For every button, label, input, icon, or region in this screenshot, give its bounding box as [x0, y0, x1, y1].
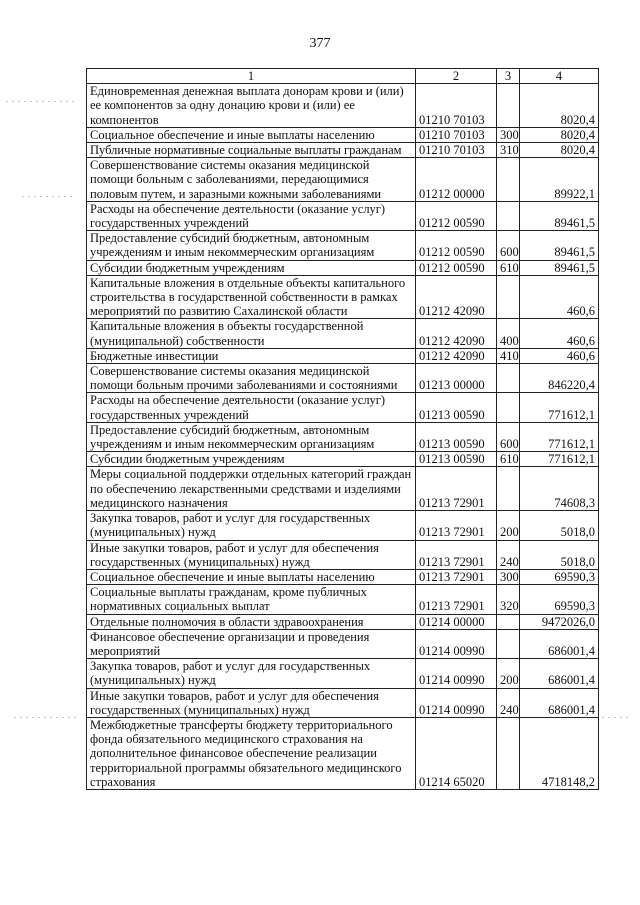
- row-name: Публичные нормативные социальные выплаты гражданам: [87, 143, 416, 158]
- row-name: Капитальные вложения в отдельные объекты капитального строительства в государственной собственности в рамках мероприятий по развитию Сахалинской области: [87, 275, 416, 319]
- row-type: 600: [497, 422, 520, 451]
- row-sum: 771612,1: [520, 452, 599, 467]
- row-name: Расходы на обеспечение деятельности (оказание услуг) государственных учреждений: [87, 393, 416, 422]
- row-sum: 5018,0: [520, 511, 599, 540]
- row-code: 01213 00590: [416, 422, 497, 451]
- row-code: 01212 00590: [416, 260, 497, 275]
- row-code: 01214 00000: [416, 614, 497, 629]
- scan-noise: [14, 717, 78, 718]
- table-row: [87, 201, 599, 230]
- table-row: [87, 348, 599, 363]
- row-sum: 89922,1: [520, 158, 599, 202]
- row-code: 01212 00000: [416, 158, 497, 202]
- table-row: [87, 540, 599, 569]
- row-type: 300: [497, 127, 520, 142]
- row-name: Закупка товаров, работ и услуг для государственных (муниципальных) нужд: [87, 659, 416, 688]
- budget-table: [86, 68, 599, 790]
- table-row: [87, 143, 599, 158]
- row-type: [497, 717, 520, 789]
- table-row: [87, 688, 599, 717]
- row-type: 610: [497, 260, 520, 275]
- row-code: 01213 72901: [416, 467, 497, 511]
- table-row: [87, 364, 599, 393]
- row-type: 310: [497, 143, 520, 158]
- scan-noise: [6, 101, 76, 102]
- table-row: [87, 629, 599, 658]
- row-type: [497, 614, 520, 629]
- row-name: Капитальные вложения в объекты государственной (муниципальной) собственности: [87, 319, 416, 348]
- column-header-code: 2: [416, 69, 497, 84]
- row-type: [497, 201, 520, 230]
- table-row: [87, 569, 599, 584]
- row-name: Расходы на обеспечение деятельности (оказание услуг) государственных учреждений: [87, 201, 416, 230]
- row-name: Меры социальной поддержки отдельных категорий граждан по обеспечению лекарственными средствами и изделиями медицинского назначения: [87, 467, 416, 511]
- row-type: 300: [497, 569, 520, 584]
- table-row: [87, 585, 599, 614]
- row-code: 01213 72901: [416, 569, 497, 584]
- row-sum: 846220,4: [520, 364, 599, 393]
- row-sum: 8020,4: [520, 84, 599, 128]
- row-sum: 69590,3: [520, 585, 599, 614]
- row-sum: 9472026,0: [520, 614, 599, 629]
- row-type: [497, 364, 520, 393]
- row-sum: 771612,1: [520, 422, 599, 451]
- row-code: 01212 00590: [416, 201, 497, 230]
- row-type: 400: [497, 319, 520, 348]
- row-name: Бюджетные инвестиции: [87, 348, 416, 363]
- row-code: 01210 70103: [416, 143, 497, 158]
- row-sum: 686001,4: [520, 659, 599, 688]
- row-code: 01210 70103: [416, 84, 497, 128]
- row-code: 01214 65020: [416, 717, 497, 789]
- row-code: 01213 00590: [416, 452, 497, 467]
- row-type: [497, 467, 520, 511]
- row-name: Иные закупки товаров, работ и услуг для обеспечения государственных (муниципальных) нужд: [87, 688, 416, 717]
- row-code: 01210 70103: [416, 127, 497, 142]
- table-row: [87, 127, 599, 142]
- row-sum: 4718148,2: [520, 717, 599, 789]
- row-sum: 460,6: [520, 319, 599, 348]
- row-name: Предоставление субсидий бюджетным, автономным учреждениям и иным некоммерческим организациям: [87, 231, 416, 260]
- table-row: [87, 614, 599, 629]
- table-row: [87, 275, 599, 319]
- row-code: 01214 00990: [416, 688, 497, 717]
- row-name: Единовременная денежная выплата донорам крови и (или) ее компонентов за одну донацию крови и (или) ее компонентов: [87, 84, 416, 128]
- row-sum: 89461,5: [520, 260, 599, 275]
- column-header-type: 3: [497, 69, 520, 84]
- row-type: [497, 158, 520, 202]
- scan-noise: [22, 196, 72, 197]
- row-sum: 771612,1: [520, 393, 599, 422]
- row-name: Социальные выплаты гражданам, кроме публичных нормативных социальных выплат: [87, 585, 416, 614]
- row-code: 01212 42090: [416, 319, 497, 348]
- row-name: Иные закупки товаров, работ и услуг для обеспечения государственных (муниципальных) нужд: [87, 540, 416, 569]
- row-sum: 89461,5: [520, 231, 599, 260]
- row-name: Закупка товаров, работ и услуг для государственных (муниципальных) нужд: [87, 511, 416, 540]
- table-row: [87, 84, 599, 128]
- row-sum: 8020,4: [520, 143, 599, 158]
- row-code: 01213 00590: [416, 393, 497, 422]
- row-type: 320: [497, 585, 520, 614]
- row-name: Социальное обеспечение и иные выплаты населению: [87, 569, 416, 584]
- row-type: 240: [497, 540, 520, 569]
- row-name: Совершенствование системы оказания медицинской помощи больным с заболеваниями, передающимися половым путем, и заразными кожными заболеваниями: [87, 158, 416, 202]
- row-sum: 460,6: [520, 348, 599, 363]
- row-name: Субсидии бюджетным учреждениям: [87, 260, 416, 275]
- row-name: Отдельные полномочия в области здравоохранения: [87, 614, 416, 629]
- row-sum: 89461,5: [520, 201, 599, 230]
- table-row: [87, 231, 599, 260]
- row-code: 01212 00590: [416, 231, 497, 260]
- table-row: [87, 422, 599, 451]
- row-sum: 5018,0: [520, 540, 599, 569]
- row-code: 01214 00990: [416, 659, 497, 688]
- row-type: 240: [497, 688, 520, 717]
- table-row: [87, 393, 599, 422]
- table-row: [87, 511, 599, 540]
- column-header-name: 1: [87, 69, 416, 84]
- row-code: 01213 72901: [416, 585, 497, 614]
- row-type: 200: [497, 659, 520, 688]
- table-row: [87, 659, 599, 688]
- row-code: 01212 42090: [416, 275, 497, 319]
- row-name: Финансовое обеспечение организации и проведения мероприятий: [87, 629, 416, 658]
- table-row: [87, 158, 599, 202]
- row-type: 410: [497, 348, 520, 363]
- row-code: 01212 42090: [416, 348, 497, 363]
- row-type: 200: [497, 511, 520, 540]
- row-sum: 460,6: [520, 275, 599, 319]
- row-code: 01213 00000: [416, 364, 497, 393]
- row-code: 01213 72901: [416, 511, 497, 540]
- page-number: 377: [309, 36, 331, 51]
- scan-noise: [602, 717, 630, 718]
- table-row: [87, 452, 599, 467]
- row-type: 600: [497, 231, 520, 260]
- table-row: [87, 260, 599, 275]
- table-header-row: [87, 69, 599, 84]
- row-sum: 8020,4: [520, 127, 599, 142]
- row-type: 610: [497, 452, 520, 467]
- row-type: [497, 629, 520, 658]
- row-type: [497, 275, 520, 319]
- row-name: Совершенствование системы оказания медицинской помощи больным прочими заболеваниями и состояниями: [87, 364, 416, 393]
- row-name: Субсидии бюджетным учреждениям: [87, 452, 416, 467]
- row-type: [497, 84, 520, 128]
- table-row: [87, 467, 599, 511]
- row-sum: 69590,3: [520, 569, 599, 584]
- row-sum: 686001,4: [520, 688, 599, 717]
- row-name: Межбюджетные трансферты бюджету территориального фонда обязательного медицинского страхования на дополнительное финансовое обеспечение реализации территориальной программы обязательного медицинского страхования: [87, 717, 416, 789]
- row-code: 01213 72901: [416, 540, 497, 569]
- row-sum: 74608,3: [520, 467, 599, 511]
- table-row: [87, 319, 599, 348]
- row-sum: 686001,4: [520, 629, 599, 658]
- column-header-sum: 4: [520, 69, 599, 84]
- row-name: Социальное обеспечение и иные выплаты населению: [87, 127, 416, 142]
- row-type: [497, 393, 520, 422]
- table-row: [87, 717, 599, 789]
- row-name: Предоставление субсидий бюджетным, автономным учреждениям и иным некоммерческим организациям: [87, 422, 416, 451]
- row-code: 01214 00990: [416, 629, 497, 658]
